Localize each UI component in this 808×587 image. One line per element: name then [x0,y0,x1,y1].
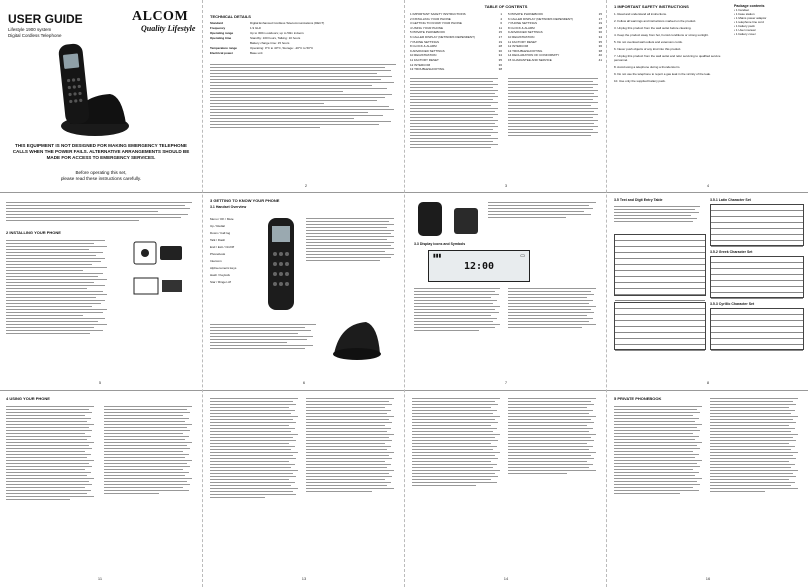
getting-heading: 3 GETTING TO KNOW YOUR PHONE [210,198,280,203]
safety-item: 7. Unplug this product from the wall outlet and refer servicing to qualified service personnel. [614,54,721,62]
page-number: 4 [706,183,710,188]
toc-entry-page: 1 [500,12,502,16]
toc-column-left [410,12,502,72]
handset-key-descriptions [306,216,398,263]
call-log-page [408,392,604,587]
entry-table-grid-2 [614,302,706,350]
toc-entry-page: 35 [498,57,502,62]
column-divider [404,0,405,587]
toc-entry-page: 6 [500,21,502,26]
latin-table-grid [710,204,804,246]
toc-entry-page: 30 [498,48,502,53]
toc-entry-page: 11 [498,25,502,30]
installing-page [0,194,202,390]
tech-spec-value: Standby: 100 hours, Talking: 10 hours [250,36,301,40]
latin-table-title: 3.5.1 Latin Character Set [710,198,751,202]
base-station-text [210,322,320,351]
toc-entry-page: 15 [498,30,502,35]
tech-spec-key: Frequency [210,26,226,30]
tech-spec-value: Up to 300m outdoors; up to 50m indoors [250,31,304,35]
handset-diagram [262,214,302,314]
getting-to-know-page [206,194,402,390]
safety-list [614,12,724,86]
column-divider [202,0,203,587]
toc-entry-page: 38 [498,67,502,72]
handset-key-label: Up / Redial [210,224,225,228]
tech-spec-row [210,51,400,56]
greek-table-title: 3.5.2 Greek Character Set [710,250,753,254]
handset-overview-title: 3.1 Handset Overview [210,205,247,209]
display-title: 3.3 Display icons and Symbols [414,242,466,246]
call-log-col-right [508,396,600,476]
toc-entry-title: 10 REGISTRATION [508,34,535,39]
read-instructions-line2: please read these instructions carefully. [60,176,142,181]
read-instructions-line1: Before operating this set, [75,170,127,175]
phone-illustration [40,40,150,140]
calls-page [206,392,402,587]
package-item: • 1 battery pack [734,24,755,28]
safety-item: 3. Unplug this product from the wall outlet before cleaning. [614,26,692,30]
emergency-warning: THIS EQUIPMENT IS NOT DESIGNED FOR MAKING EMERGENCY TELEPHONE CALLS WHEN THE POWER FAILS. ALTERNATIVE ARRANGEMENTS SHOULD BE MADE FOR ACCESS TO EMERGENCY SERVICES. [12,143,190,160]
calls-col-left [210,396,302,500]
toc-entry[interactable] [410,67,502,72]
page-number: 5 [98,380,102,385]
toc-entry-title: 4 USING YOUR PHONE [410,25,443,30]
tech-spec-value: Digital Enhanced Cordless Telecommunications (DECT) [250,21,325,25]
cover-page [0,0,202,192]
handset-key-label: Hash / Keylock [210,273,231,277]
page-number: 13 [301,576,307,581]
toc-entry-title: 2 INSTALLING YOUR PHONE [410,16,451,21]
safety-item: 6. Never push objects of any kind into this product. [614,47,682,51]
cyrillic-table-grid [710,308,804,350]
handset-key-label: Star / Ringer off [210,280,231,284]
page-number: 2 [304,183,308,188]
handset-key-labels-left [210,216,260,286]
toc-entry-title: 9 ADVANCED SETTINGS [508,30,543,35]
calls-col-right [306,396,398,494]
entry-table-title: 3.5 Text and Digit Entry Table [614,198,663,202]
using-phone-page [0,392,202,587]
toc-entry-page: 15 [598,12,602,16]
toc-entry-page: 34 [598,34,602,39]
toc-entry-title: 11 FACTORY RESET [410,57,439,62]
handset-key-label: Phonebook [210,252,226,256]
phonebook-col-left [614,404,706,496]
installing-heading: 2 INSTALLING YOUR PHONE [6,230,61,235]
phonebook-heading: 5 PRIVATE PHONEBOOK [614,396,662,401]
toc-entry-page: 30 [598,30,602,35]
handset-key-label: Intercom [210,259,222,263]
package-contents [734,4,804,36]
cyrillic-table-title: 3.5.3 Cyrillic Character Set [710,302,755,306]
page-number: 3 [504,183,508,188]
toc-entry-title: 10 REGISTRATION [410,53,437,58]
column-divider [606,0,607,587]
base-station-diagram [326,304,386,364]
icon-list-left [414,286,504,333]
display-desc-text [488,200,600,220]
display-icons-page [408,194,604,390]
package-item: • 1 base station [734,12,755,16]
toc-subsections-right [508,76,602,138]
page-number: 14 [503,576,509,581]
tech-spec-list [210,21,400,56]
toc-entry-page: 40 [598,53,602,58]
toc-entry-page: 36 [498,62,502,67]
toc-entry-title: 8 CLOCK & ALARM [410,44,437,49]
tech-body-text [210,62,400,130]
toc-heading: TABLE OF CONTENTS [484,4,528,9]
tech-heading: TECHNICAL DETAILS [210,14,251,19]
toc-entry-title: 6 CALLER DISPLAY (NETWORK DEPENDENT) [410,34,475,39]
package-item: • 1 telephone line cord [734,20,764,24]
toc-entry-title: 5 PRIVATE PHONEBOOK [508,12,544,16]
package-item: • 1 User manual [734,28,756,32]
toc-entry-page: 17 [498,34,502,39]
toc-entry[interactable] [508,58,602,63]
tech-spec-key: Electrical power [210,51,234,55]
package-item: • 1 handset [734,8,750,12]
using-heading: 4 USING YOUR PHONE [6,396,50,401]
phone-top-diagram [414,198,484,238]
toc-entry-title: 13 TROUBLESHOOTING [508,48,543,53]
safety-item: 9. Do not use the telephone to report a gas leak in the vicinity of the leak. [614,72,711,76]
page-number: 8 [706,380,710,385]
cover-title: USER GUIDE [8,12,83,26]
toc-entry-title: 15 GUARANTEE AND SERVICE [508,57,552,62]
lcd-clock: 12:00 [463,261,495,272]
toc-entry-page: 17 [598,16,602,21]
table-of-contents-page [408,0,604,192]
tech-spec-value: Base unit [250,51,263,55]
toc-entry-page: 19 [598,21,602,26]
safety-item: 8. Avoid using a telephone during a thunderstorm. [614,65,681,69]
cover-subtitle-product: Digital Cordless Telephone [8,33,62,38]
toc-entry-page: 19 [498,39,502,44]
package-list [734,8,804,36]
toc-entry-title: 6 CALLER DISPLAY (NETWORK DEPENDENT) [508,16,573,21]
cover-subtitle-system: Lifestyle 1900 system [8,27,52,32]
phonebook-col-right [710,396,802,494]
page-number: 11 [97,576,103,581]
phonebook-page [610,392,806,587]
toc-entry-title: 7 PHONE SETTINGS [508,21,538,26]
using-col-right [104,404,196,496]
toc-entry-title: 13 TROUBLESHOOTING [410,67,445,72]
toc-entry-title: 12 INTERCOM [508,44,529,49]
toc-subsections-left [410,76,502,150]
handset-key-label: Down / Call log [210,231,231,235]
toc-entry-title: 7 PHONE SETTINGS [410,39,440,44]
page-number: 7 [504,380,508,385]
handset-key-label: Alpha-numeric keys [210,266,237,270]
handset-key-label: End / Exit / On/Off [210,245,235,249]
tech-spec-key: Standard [210,21,224,25]
character-tables-page [610,194,806,390]
toc-entry-title: 1 IMPORTANT SAFETY INSTRUCTIONS [410,12,466,16]
toc-entry-page: 28 [598,25,602,30]
install-intro-text [6,200,196,223]
call-log-col-left [412,396,504,488]
socket-plug-icon [124,238,194,318]
package-item: • 1 Mains power adaptor [734,16,767,20]
toc-entry-title: 9 ADVANCED SETTINGS [410,48,445,53]
toc-entry-title: 5 PRIVATE PHONEBOOK [410,30,446,35]
install-steps [6,238,116,336]
brand-tagline: Quality Lifestyle [141,24,196,33]
toc-entry-page: 38 [598,48,602,53]
toc-entry-title: 8 CLOCK & ALARM [508,25,535,30]
package-title: Package contents [734,4,765,8]
entry-table-grid [614,234,706,296]
handset-key-label: Talk / Flash [210,238,226,242]
toc-entry-title: 11 FACTORY RESET [508,39,537,44]
tech-spec-key: Temperature range [210,46,237,50]
safety-heading: 1 IMPORTANT SAFETY INSTRUCTIONS [614,4,689,9]
icon-list-right [508,286,600,330]
safety-instructions-page [610,0,806,192]
safety-item: 4. Keep the product away from hot, humid conditions or strong sunlight. [614,33,709,37]
using-col-left [6,404,98,502]
package-item: • 1 battery cover [734,32,756,36]
toc-entry-title: 12 INTERCOM [410,62,431,67]
tech-spec-value: Operating: 0°C to 40°C, Storage: -20°C to 50°C [250,46,314,50]
toc-entry-page: 36 [598,44,602,49]
brand-logo: ALCOM [132,9,189,24]
lcd-screen [428,250,530,282]
tech-spec-value: Battery charge time: 15 hours [250,41,290,45]
safety-item: 10. Use only the supplied battery pack. [614,79,666,83]
tech-spec-key: Operating range [210,31,234,35]
handset-key-label: Menu / OK / Mute [210,217,234,221]
signal-icon: ▮▮▮ [433,253,442,259]
toc-entry-title: 14 DECLARATION OF CONFORMITY [508,53,560,58]
safety-item: 1. Read and understand all instructions. [614,12,667,16]
greek-table-grid [710,256,804,298]
toc-entry-page: 34 [498,53,502,58]
page-number: 6 [302,380,306,385]
toc-entry-title: 3 GETTING TO KNOW YOUR PHONE [410,21,462,26]
entry-table-text [614,204,704,224]
safety-item: 5. Do not overload wall outlets and extension cords. [614,40,683,44]
toc-column-right [508,12,602,63]
toc-entry-page: 28 [498,44,502,49]
toc-entry-page: 41 [598,57,602,62]
battery-icon: ▭ [520,253,525,259]
toc-entry-page: 35 [598,39,602,44]
tech-spec-key: Operating time [210,36,232,40]
technical-details-page [206,0,402,192]
safety-item: 2. Follow all warnings and instructions marked on the product. [614,19,697,23]
page-number: 16 [705,576,711,581]
tech-spec-value: 1.9 GHz [250,26,262,30]
toc-entry-page: 4 [500,16,502,21]
